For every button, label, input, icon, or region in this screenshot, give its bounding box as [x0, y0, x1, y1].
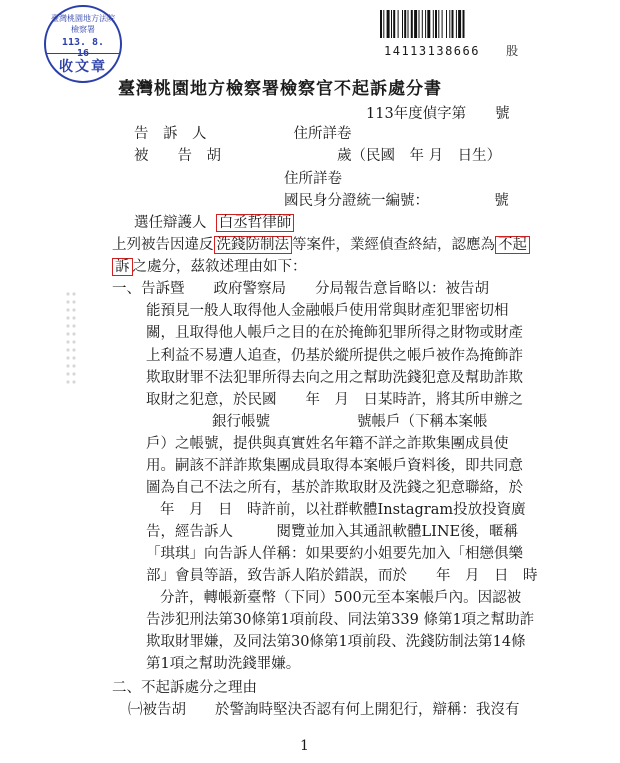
barcode-bar	[458, 10, 461, 38]
body-line: 戶）之帳號，提供與真實姓名年籍不詳之詐欺集團成員使	[146, 436, 509, 452]
defense-counsel-line	[134, 213, 294, 233]
perforation-dot	[66, 308, 69, 311]
body-line: 上利益不易遭人追查，仍基於縱所提供之帳戶被作為掩飾詐	[146, 348, 523, 364]
perforation-dot	[66, 332, 69, 335]
barcode-bar	[456, 10, 457, 38]
barcode-bar	[398, 10, 399, 38]
barcode-bar	[408, 10, 409, 38]
document-title: 臺灣桃園地方檢察署檢察官不起訴處分書	[118, 79, 442, 99]
barcode-bar	[387, 10, 390, 38]
defendant-line: 被 告 胡 歲（民國 年 月 日生）	[134, 148, 502, 164]
barcode-bar	[393, 10, 395, 38]
barcode-bar	[452, 10, 454, 38]
decision-highlight-a: 不起	[495, 236, 530, 254]
defense-counsel-label: 選任辯護人	[134, 215, 207, 231]
body-line: ㈠被告胡 於警詢時堅決否認有何上開犯行，辯稱：我沒有	[128, 702, 520, 718]
perforation-dot	[72, 364, 75, 367]
preamble-text-b: 等案件，業經偵查終結，認應為	[292, 237, 495, 253]
page-number: 1	[300, 738, 309, 754]
body-line: 用。嗣該不詳詐欺集團成員取得本案帳戶資料後，即共同意	[146, 458, 523, 474]
preamble-line-2	[112, 257, 307, 277]
perforation-dot	[66, 364, 69, 367]
body-line: 第1項之幫助洗錢罪嫌。	[146, 656, 301, 672]
perforation-dot	[72, 300, 75, 303]
preamble-text-a: 上列被告因違反	[112, 237, 214, 253]
stamp-label: 收文章	[59, 59, 107, 75]
barcode-bar	[438, 10, 439, 38]
body-line: 圖為自己不法之所有，基於詐欺取財及洗錢之犯意聯絡，於	[146, 480, 523, 496]
body-line: 分許，轉帳新臺幣（下同）500元至本案帳戶內。因認被	[160, 590, 522, 606]
complainant-line: 告 訴 人 住所詳卷	[134, 126, 352, 142]
stamp-date: 113. 8. 16	[61, 37, 105, 59]
barcode-bar	[391, 10, 392, 38]
body-line: 部」會員等語，致告訴人陷於錯誤，而於 年 月 日 時	[146, 568, 538, 584]
margin-perforation	[64, 290, 78, 390]
body-line: 銀行帳號 號帳戶（下稱本案帳	[212, 414, 488, 430]
body-line: 年 月 日 時許前，以社群軟體Instagram投放投資廣	[160, 502, 526, 518]
barcode-bar	[425, 10, 426, 38]
received-stamp	[44, 5, 122, 83]
perforation-dot	[66, 380, 69, 383]
section-one-heading: 一、告訴暨 政府警察局 分局報告意旨略以：被告胡	[112, 281, 489, 297]
case-number: 113年度偵字第 號	[366, 106, 510, 122]
perforation-dot	[72, 308, 75, 311]
perforation-dot	[72, 292, 75, 295]
perforation-dot	[66, 292, 69, 295]
perforation-dot	[66, 316, 69, 319]
perforation-dot	[66, 356, 69, 359]
perforation-dot	[66, 372, 69, 375]
body-line: 關，且取得他人帳戶之目的在於掩飾犯罪所得之財物或財產	[146, 325, 523, 341]
barcode-bar	[463, 10, 465, 38]
defense-counsel-name: 白丞哲律師	[216, 214, 295, 232]
barcode-bar	[422, 10, 423, 38]
barcode-bar	[380, 10, 382, 38]
defendant-id-line: 國民身分證統一編號： 號	[284, 193, 509, 209]
perforation-dot	[72, 356, 75, 359]
body-line: 告涉犯刑法第30條第1項前段、同法第339 條第1項之幫助詐	[146, 612, 535, 628]
body-line: 取財之犯意，於民國 年 月 日某時許，將其所申辦之	[146, 392, 523, 408]
perforation-dot	[72, 316, 75, 319]
barcode-bar	[442, 10, 443, 38]
perforation-dot	[72, 348, 75, 351]
perforation-dot	[72, 324, 75, 327]
preamble-text-c: 之處分，茲敘述理由如下：	[132, 259, 307, 275]
stamp-divider	[46, 53, 119, 54]
barcode-bar	[411, 10, 413, 38]
perforation-dot	[72, 340, 75, 343]
barcode-bar	[433, 10, 434, 38]
barcode-bar	[446, 10, 447, 38]
law-name-highlight: 洗錢防制法	[214, 236, 293, 254]
decision-highlight-b: 訴	[112, 258, 133, 276]
defendant-address: 住所詳卷	[284, 171, 342, 187]
barcode-bar	[435, 10, 437, 38]
barcode-bar	[404, 10, 406, 38]
body-line: 告，經告訴人 閱覽並加入其通訊軟體LINE後，暱稱	[146, 524, 519, 540]
body-line: 「琪琪」向告訴人佯稱：如果要約小姐要先加入「相戀俱樂	[146, 546, 523, 562]
barcode	[380, 10, 526, 38]
preamble-line-1	[112, 235, 530, 255]
perforation-dot	[72, 332, 75, 335]
perforation-dot	[72, 372, 75, 375]
barcode-bar	[383, 10, 384, 38]
barcode-bar	[427, 10, 430, 38]
perforation-dot	[66, 340, 69, 343]
perforation-dot	[72, 380, 75, 383]
barcode-number: 14113138666 股	[384, 44, 520, 58]
barcode-bar	[449, 10, 450, 38]
perforation-dot	[66, 300, 69, 303]
body-line: 欺取財罪嫌，及同法第30條第1項前段、洗錢防制法第14條	[146, 634, 526, 650]
perforation-dot	[66, 348, 69, 351]
body-line: 能預見一般人取得他人金融帳戶使用常與財產犯罪密切相	[146, 303, 509, 319]
barcode-bar	[414, 10, 417, 38]
barcode-bar	[402, 10, 403, 38]
perforation-dot	[66, 324, 69, 327]
section-two-heading: 二、不起訴處分之理由	[112, 680, 257, 696]
body-line: 欺取財罪不法犯罪所得去向之用之幫助洗錢犯意及幫助詐欺	[146, 370, 523, 386]
stamp-org: 臺灣桃園地方法院檢察署	[51, 14, 115, 34]
barcode-bar	[419, 10, 420, 38]
